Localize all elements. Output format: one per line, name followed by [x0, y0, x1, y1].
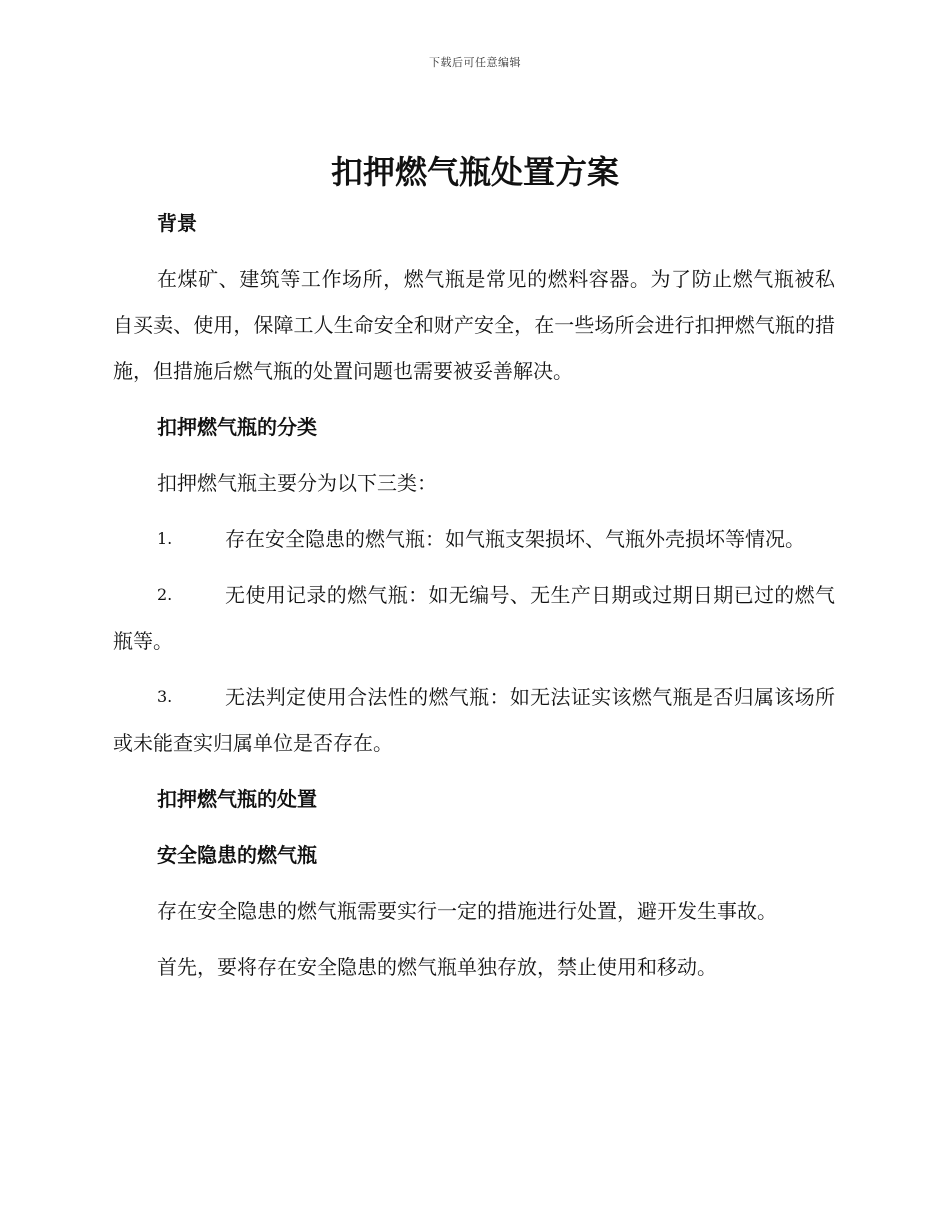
- subsection-heading-hazard: 安全隐患的燃气瓶: [157, 843, 317, 867]
- paragraph-hazard-1: 存在安全隐患的燃气瓶需要实行一定的措施进行处置，避开发生事故。: [157, 899, 777, 923]
- list-item-number: 3.: [157, 687, 173, 706]
- paragraph-classification-intro: 扣押燃气瓶主要分为以下三类：: [157, 471, 437, 495]
- list-item-text: 无使用记录的燃气瓶：如无编号、无生产日期或过期日期已过的燃气瓶等。: [113, 583, 835, 653]
- list-item-number: 2.: [157, 585, 173, 604]
- list-item-number: 1.: [157, 529, 173, 548]
- section-heading-background: 背景: [157, 211, 197, 235]
- list-item: [113, 572, 835, 664]
- list-item: [113, 674, 835, 766]
- document-body: [113, 200, 835, 990]
- list-item-text: 无法判定使用合法性的燃气瓶：如无法证实该燃气瓶是否归属该场所或未能查实归属单位是否存在。: [113, 685, 835, 755]
- paragraph-hazard-2: 首先，要将存在安全隐患的燃气瓶单独存放，禁止使用和移动。: [157, 955, 717, 979]
- paragraph-background: 在煤矿、建筑等工作场所，燃气瓶是常见的燃料容器。为了防止燃气瓶被私自买卖、使用，保障工人生命安全和财产安全，在一些场所会进行扣押燃气瓶的措施，但措施后燃气瓶的处置问题也需要被妥善解决。: [113, 267, 835, 383]
- list-item-text: 存在安全隐患的燃气瓶：如气瓶支架损坏、气瓶外壳损坏等情况。: [225, 527, 805, 551]
- section-heading-disposal: 扣押燃气瓶的处置: [157, 787, 317, 811]
- document-title: 扣押燃气瓶处置方案: [330, 153, 619, 191]
- list-item: [113, 516, 835, 562]
- header-note: 下载后可任意编辑: [429, 56, 521, 69]
- section-heading-classification: 扣押燃气瓶的分类: [157, 415, 317, 439]
